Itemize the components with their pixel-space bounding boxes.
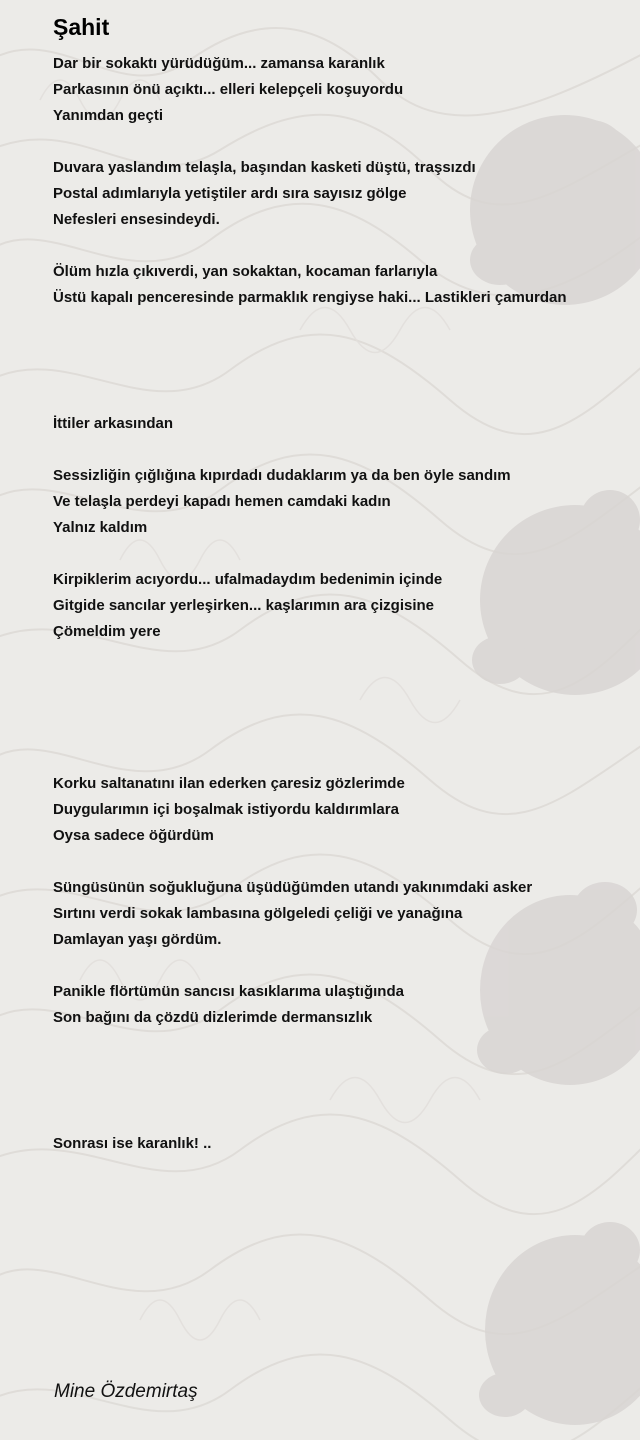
- poem-line: Korku saltanatını ilan ederken çaresiz gözlerimde: [53, 775, 405, 792]
- poem-title: Şahit: [53, 14, 110, 40]
- poem-line: Ve telaşla perdeyi kapadı hemen camdaki kadın: [53, 493, 391, 510]
- poem-line: Duvara yaslandım telaşla, başından kasketi düştü, traşsızdı: [53, 159, 476, 176]
- poem-line: Ölüm hızla çıkıverdi, yan sokaktan, kocaman farlarıyla: [53, 263, 438, 280]
- poem-line: Panikle flörtümün sancısı kasıklarıma ulaştığında: [53, 983, 404, 1000]
- stanza-2: [53, 155, 633, 233]
- poem-line: Sırtını verdi sokak lambasına gölgeledi çeliği ve yanağına: [53, 905, 463, 922]
- poem-line: Çömeldim yere: [53, 623, 161, 640]
- poem-line: Parkasının önü açıktı... elleri kelepçeli koşuyordu: [53, 81, 404, 98]
- poem-line: Gitgide sancılar yerleşirken... kaşlarımın ara çizgisine: [53, 597, 435, 614]
- poem-line: Dar bir sokaktı yürüdüğüm... zamansa karanlık: [53, 55, 385, 72]
- stanza-10: [53, 1131, 633, 1157]
- poem-line: Kirpiklerim acıyordu... ufalmadaydım bedenimin içinde: [53, 571, 443, 588]
- poem-line: İttiler arkasından: [53, 415, 174, 432]
- stanza-8: [53, 875, 633, 953]
- poem-line: Duygularımın içi boşalmak istiyordu kaldırımlara: [53, 801, 399, 818]
- poem-line: Yanımdan geçti: [53, 107, 164, 124]
- poem-line: Süngüsünün soğukluğuna üşüdüğümden utandı yakınımdaki asker: [53, 879, 533, 896]
- stanza-7: [53, 771, 633, 849]
- stanza-6: [53, 567, 633, 645]
- poem-line: Son bağını da çözdü dizlerimde dermansızlık: [53, 1009, 373, 1026]
- stanza-3: [53, 259, 633, 311]
- poem-line: Yalnız kaldım: [53, 519, 148, 536]
- poem-line: Sessizliğin çığlığına kıpırdadı dudaklarım ya da ben öyle sandım: [53, 467, 511, 484]
- poem-line: Postal adımlarıyla yetiştiler ardı sıra sayısız gölge: [53, 185, 407, 202]
- stanza-4: [53, 411, 633, 437]
- author-name: Mine Özdemirtaş: [54, 1381, 198, 1402]
- poem-line: Damlayan yaşı gördüm.: [53, 931, 222, 948]
- poem-line: Nefesleri ensesindeydi.: [53, 211, 220, 228]
- stanza-1: [53, 51, 633, 129]
- poem-line: Oysa sadece öğürdüm: [53, 827, 214, 844]
- stanza-9: [53, 979, 633, 1031]
- stanza-5: [53, 463, 633, 541]
- poem-line: Üstü kapalı penceresinde parmaklık rengiyse haki... Lastikleri çamurdan: [53, 289, 567, 306]
- poem-line: Sonrası ise karanlık! ..: [53, 1135, 212, 1152]
